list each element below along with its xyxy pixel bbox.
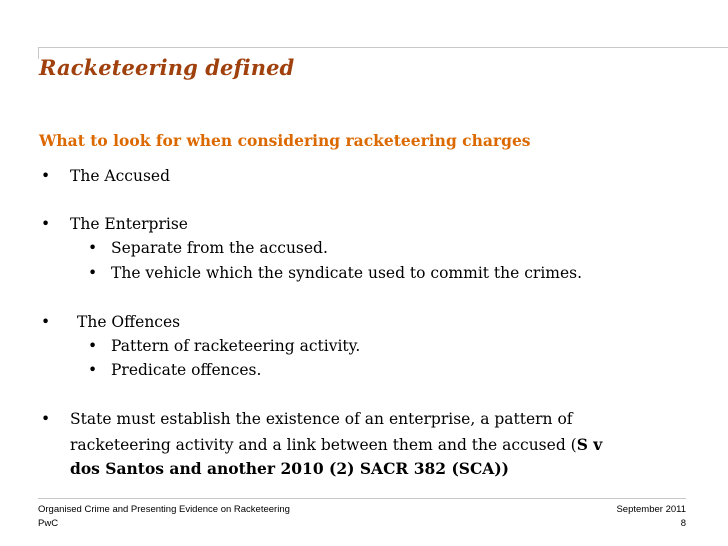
footer-page-number: 8 xyxy=(680,518,686,529)
bullet-marker: • xyxy=(41,215,51,233)
bullet-state-line-2 xyxy=(70,435,602,454)
sub-bullet-marker: • xyxy=(88,337,98,355)
footer-presentation-title: Organised Crime and Presenting Evidence on Racketeering xyxy=(38,504,290,515)
sub-bullet-marker: • xyxy=(88,239,98,257)
sub-bullet-predicate: Predicate offences. xyxy=(111,361,262,379)
case-citation-start: S v xyxy=(576,435,603,454)
top-divider xyxy=(38,47,728,48)
bullet-offences: The Offences xyxy=(77,313,181,331)
sub-bullet-marker: • xyxy=(88,264,98,282)
footer-brand: PwC xyxy=(38,518,59,529)
bullet-marker: • xyxy=(41,167,51,185)
footer-date: September 2011 xyxy=(616,504,686,515)
bullet-enterprise: The Enterprise xyxy=(70,215,188,233)
bullet-state-plain: racketeering activity and a link between them and the accused ( xyxy=(70,436,577,454)
bullet-marker: • xyxy=(41,410,51,428)
bullet-accused: The Accused xyxy=(70,167,171,185)
footer-divider xyxy=(38,498,686,499)
bullet-state-line-1: State must establish the existence of an enterprise, a pattern of xyxy=(70,410,573,428)
case-citation: dos Santos and another 2010 (2) SACR 382 (SCA)) xyxy=(70,459,510,478)
sub-bullet-separate: Separate from the accused. xyxy=(111,239,328,257)
slide-title: Racketeering defined xyxy=(39,55,295,80)
bullet-marker: • xyxy=(41,313,51,331)
sub-bullet-vehicle: The vehicle which the syndicate used to commit the crimes. xyxy=(111,264,583,282)
sub-bullet-marker: • xyxy=(88,361,98,379)
slide-subtitle: What to look for when considering racketeering charges xyxy=(39,131,531,150)
sub-bullet-pattern: Pattern of racketeering activity. xyxy=(111,337,361,355)
